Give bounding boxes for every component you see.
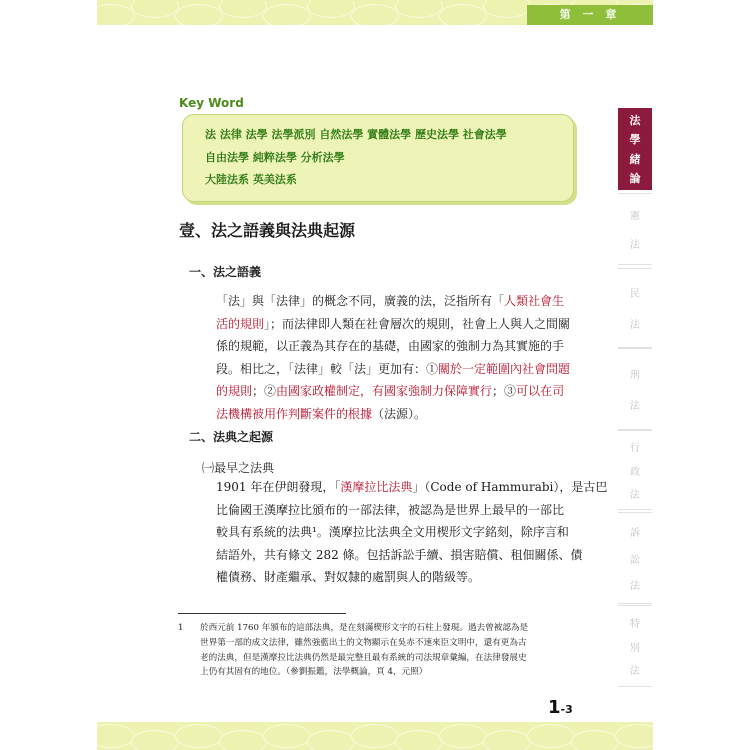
footnote-line: 老的法典，但是漢摩拉比法典仍然是最完整且最有系統的司法規章彙編，在法律發展史 — [200, 652, 527, 663]
side-tab-char: 刑 — [630, 369, 640, 381]
text-run: ；② — [252, 384, 277, 399]
side-tab-char: 法 — [630, 401, 640, 413]
band-decoration — [219, 730, 267, 750]
side-tab-char: 訴 — [630, 528, 640, 540]
side-tab-char: 民 — [630, 289, 640, 300]
sub-subsection-title: ㈠最早之法典 — [202, 461, 275, 475]
side-tab-char: 法 — [630, 320, 640, 331]
text-run: 」；而法律即人類在社會層次的規則，社會上人與人之間關 — [264, 316, 571, 331]
text-line — [216, 313, 576, 336]
chapter-label: 第 一 章 — [527, 5, 653, 25]
band-decoration — [263, 724, 311, 748]
page-number-main: 1 — [548, 697, 561, 718]
text-line — [216, 566, 576, 589]
text-line — [216, 290, 576, 313]
footnote-divider — [178, 613, 346, 614]
highlighted-text: 可以在司 — [516, 384, 565, 399]
subsection-title-origin: 二、法典之起源 — [189, 430, 274, 444]
band-decoration — [439, 724, 487, 748]
footnote-text — [200, 621, 528, 680]
side-tab-char: 法 — [630, 580, 640, 592]
band-decoration — [175, 4, 223, 25]
text-line — [216, 403, 576, 426]
side-tab-char: 別 — [630, 642, 640, 654]
side-tab-char: 法 — [630, 489, 640, 501]
text-line — [216, 521, 576, 544]
side-tab[interactable] — [618, 348, 652, 430]
side-tab[interactable] — [618, 512, 652, 604]
text-run: 段。相比之，「法律」較「法」更加有：① — [216, 361, 439, 376]
side-tab-char: 法 — [629, 114, 641, 128]
band-decoration — [351, 4, 399, 25]
band-decoration — [483, 730, 531, 750]
highlighted-text: 法機構被用作判斷案件的根據 — [216, 406, 373, 421]
keyword-title: Key Word — [179, 96, 244, 110]
footnote-line: 世界第一部的成文法律，雖然強藍出土的文物顯示在吳赤不速來臣文明中，還有更為古 — [200, 637, 527, 648]
side-tab[interactable] — [618, 108, 652, 190]
side-tab-char: 學 — [629, 133, 641, 147]
side-tab-char: 行 — [630, 443, 640, 455]
side-tab-char: 訟 — [630, 554, 640, 566]
subsection-title-meaning: 一、法之語義 — [189, 265, 262, 279]
highlighted-text: 關於一定範圍內社會問題 — [438, 361, 571, 376]
band-decoration — [131, 730, 179, 750]
text-run: 結語外，共有條文 282 條。包括訴訟手續、損害賠償、租佃關係、債 — [216, 547, 583, 562]
side-tab-char: 特 — [630, 618, 640, 630]
footer-band — [97, 722, 653, 750]
text-line — [216, 380, 576, 403]
band-decoration — [219, 0, 267, 18]
band-decoration — [395, 0, 443, 18]
side-tab-char: 政 — [630, 466, 640, 478]
highlighted-text: 漢摩拉比法典 — [340, 480, 413, 494]
band-decoration — [97, 4, 135, 25]
band-decoration — [131, 0, 179, 18]
band-decoration — [571, 730, 619, 750]
page-number-sub: -3 — [560, 703, 573, 716]
text-run: 權債務、財產繼承、對奴隸的處罰與人的階級等。 — [216, 570, 481, 585]
keyword-line: 自由法學 純粹法學 分析法學 — [205, 151, 345, 164]
side-tab-char: 法 — [630, 666, 640, 678]
keyword-box — [182, 114, 574, 202]
text-run: 係的規範，以正義為其存在的基礎，由國家的強制力為其實施的手 — [216, 339, 565, 354]
band-decoration — [263, 4, 311, 25]
text-run: ；③ — [492, 384, 517, 399]
side-tab-char: 緒 — [629, 152, 641, 166]
text-line — [216, 358, 576, 381]
side-tab[interactable] — [618, 268, 652, 348]
paragraph-law-meaning — [216, 290, 576, 426]
side-tab[interactable] — [618, 193, 652, 265]
side-tab[interactable] — [618, 605, 652, 687]
text-line — [216, 544, 583, 567]
band-decoration — [615, 724, 653, 748]
band-decoration — [175, 724, 223, 748]
section-heading: 壹、法之語義與法典起源 — [179, 221, 356, 240]
footnote-line: 上仍有其固有的地位。（參劉振鑑，法學概論，頁 4，元照） — [200, 667, 428, 678]
band-decoration — [351, 724, 399, 748]
band-decoration — [483, 0, 531, 18]
page-number — [548, 697, 573, 718]
side-tab-char: 論 — [629, 171, 641, 185]
footnote-line: 於西元前 1760 年頒布的這部法典，是在刻滿楔形文字的石柱上發現。過去曾被認為是 — [200, 623, 529, 633]
text-run: 「法」與「法律」的概念不同，廣義的法，泛指所有「 — [216, 294, 505, 308]
text-run: （法源）。 — [372, 406, 427, 421]
side-tab-char: 法 — [630, 239, 640, 251]
side-tab[interactable] — [618, 430, 652, 510]
text-line — [216, 335, 576, 358]
keyword-line: 法 法律 法學 法學派別 自然法學 實體法學 歷史法學 社會法學 — [205, 128, 507, 141]
text-line — [216, 499, 576, 522]
paragraph-hammurabi — [216, 476, 608, 589]
band-decoration — [307, 730, 355, 750]
highlighted-text: 人類社會生 — [504, 294, 565, 308]
footnote-number: 1 — [178, 623, 184, 633]
text-run: 」（Code of Hammurabi），是古巴 — [412, 480, 608, 494]
highlighted-text: 活的規則 — [216, 316, 265, 331]
text-run: 比倫國王漢摩拉比頒布的一部法律，被認為是世界上最早的一部比 — [216, 502, 565, 517]
keyword-line: 大陸法系 英美法系 — [205, 173, 297, 186]
text-run: 1901 年在伊朗發現，「 — [216, 480, 341, 494]
band-decoration — [439, 4, 487, 25]
text-line — [216, 476, 608, 499]
band-decoration — [307, 0, 355, 18]
band-decoration — [527, 724, 575, 748]
band-decoration — [97, 724, 135, 748]
highlighted-text: 由國家政權制定，有國家強制力保障實行 — [276, 384, 493, 399]
highlighted-text: 的規則 — [216, 384, 253, 399]
side-tab-char: 憲 — [630, 211, 640, 223]
text-run: 較具有系統的法典¹。漢摩拉比法典全文用楔形文字銘刻，除序言和 — [216, 525, 569, 540]
band-decoration — [395, 730, 443, 750]
